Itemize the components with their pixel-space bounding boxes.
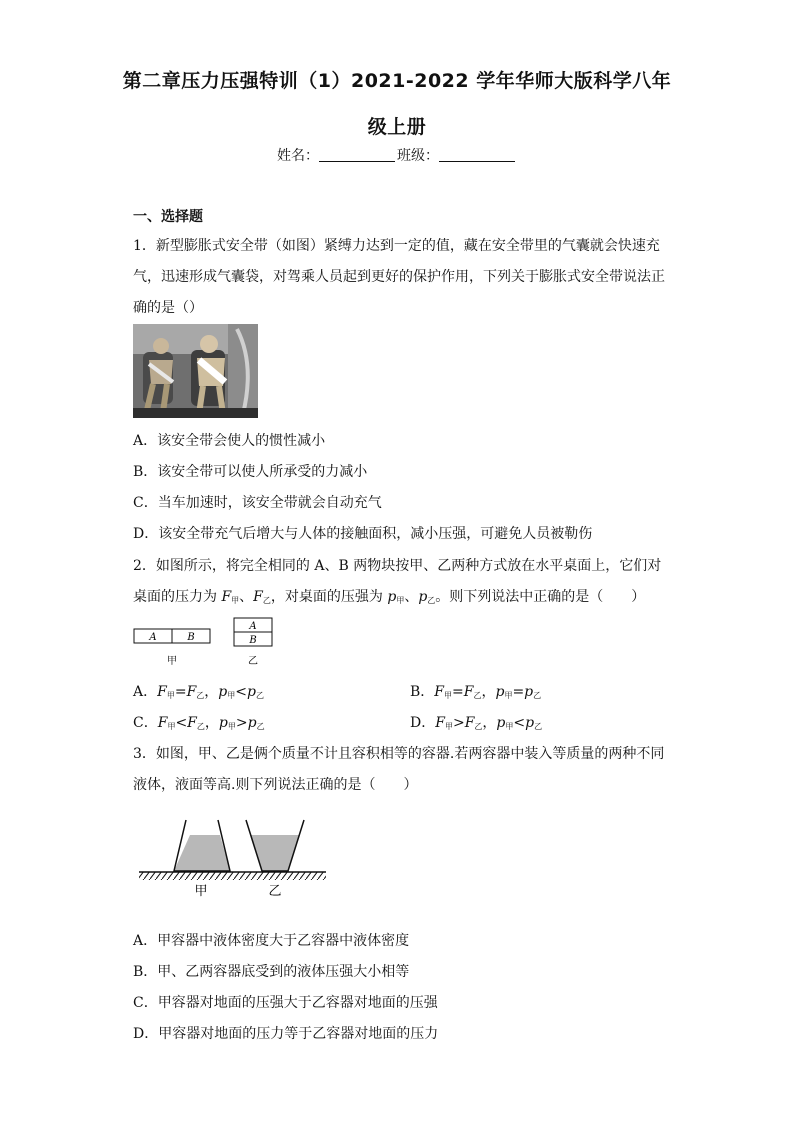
- figure-yi-label: 乙: [248, 656, 258, 667]
- seatbelt-photo: [133, 324, 258, 418]
- q2-stem-line1: 2．如图所示，将完全相同的 A、B 两物块按甲、乙两种方式放在水平桌面上，它们对: [133, 558, 662, 574]
- q1-option-d[interactable]: D．该安全带充气后增大与人体的接触面积，减小压强，可避免人员被勒伤: [133, 526, 593, 542]
- q1-stem-line2: 气，迅速形成气囊袋，对驾乘人员起到更好的保护作用，下列关于膨胀式安全带说法正: [133, 269, 665, 285]
- jia-block-a-label: A: [149, 632, 157, 643]
- figure-jia-label: 甲: [167, 656, 177, 667]
- q3-option-d[interactable]: D．甲容器对地面的压力等于乙容器对地面的压力: [133, 1026, 439, 1042]
- ground: [139, 872, 326, 880]
- q3-option-c[interactable]: C．甲容器对地面的压强大于乙容器对地面的压强: [133, 995, 438, 1011]
- q2-option-d[interactable]: D．$F_甲>F_乙$，$p_甲<p_乙$: [410, 715, 543, 731]
- container-yi: [246, 820, 304, 871]
- q2-option-c[interactable]: C．$F_甲<F_乙$，$p_甲>p_乙$: [133, 715, 265, 731]
- section-heading: 一、选择题: [133, 209, 203, 225]
- class-blank[interactable]: [439, 147, 515, 162]
- figure-jia-blocks: [134, 629, 210, 667]
- container-jia-label: 甲: [194, 884, 208, 899]
- q3-stem-line2: 液体，液面等高.则下列说法正确的是（ ）: [133, 777, 418, 793]
- q2-stem-line2: 桌面的压力为 $F_甲$、$F_乙$，对桌面的压强为 $p_甲$、$p_乙$。则下列说法中正确的是（ ）: [133, 589, 646, 605]
- container-yi-label: 乙: [268, 884, 282, 899]
- container-jia: [174, 820, 230, 871]
- figure-yi-blocks: [234, 618, 272, 667]
- yi-block-a-label: A: [249, 621, 257, 632]
- yi-block-b-label: B: [249, 635, 257, 646]
- q1-option-b[interactable]: B．该安全带可以使人所承受的力减小: [133, 464, 368, 480]
- q1-stem-line1: 1．新型膨胀式安全带（如图）紧缚力达到一定的值，藏在安全带里的气囊就会快速充: [133, 238, 660, 254]
- q3-figure: [138, 815, 328, 899]
- q1-option-a[interactable]: A．该安全带会使人的惯性减小: [133, 433, 326, 449]
- q3-option-a[interactable]: A．甲容器中液体密度大于乙容器中液体密度: [133, 933, 410, 949]
- q2-figure: [133, 617, 283, 669]
- seatbelt-photo-drawing: [133, 324, 258, 418]
- q3-option-b[interactable]: B．甲、乙两容器底受到的液体压强大小相等: [133, 964, 410, 980]
- q1-option-c[interactable]: C．当车加速时，该安全带就会自动充气: [133, 495, 382, 511]
- name-blank[interactable]: [319, 147, 395, 162]
- q3-stem-line1: 3．如图，甲、乙是俩个质量不计且容积相等的容器.若两容器中装入等质量的两种不同: [133, 746, 665, 762]
- page-title-line2: 级上册: [367, 116, 427, 138]
- class-label: 班级：: [397, 148, 439, 164]
- q1-stem-line3: 确的是（）: [133, 300, 203, 316]
- student-info: [0, 145, 794, 165]
- name-label: 姓名：: [277, 148, 319, 164]
- q2-option-a[interactable]: A．$F_甲=F_乙$，$p_甲<p_乙$: [133, 684, 264, 700]
- jia-block-b-label: B: [187, 632, 195, 643]
- page-title-line1: 第二章压力压强特训（1）2021-2022 学年华师大版科学八年: [122, 70, 672, 92]
- q2-option-b[interactable]: B．$F_甲=F_乙$，$p_甲=p_乙$: [410, 684, 542, 700]
